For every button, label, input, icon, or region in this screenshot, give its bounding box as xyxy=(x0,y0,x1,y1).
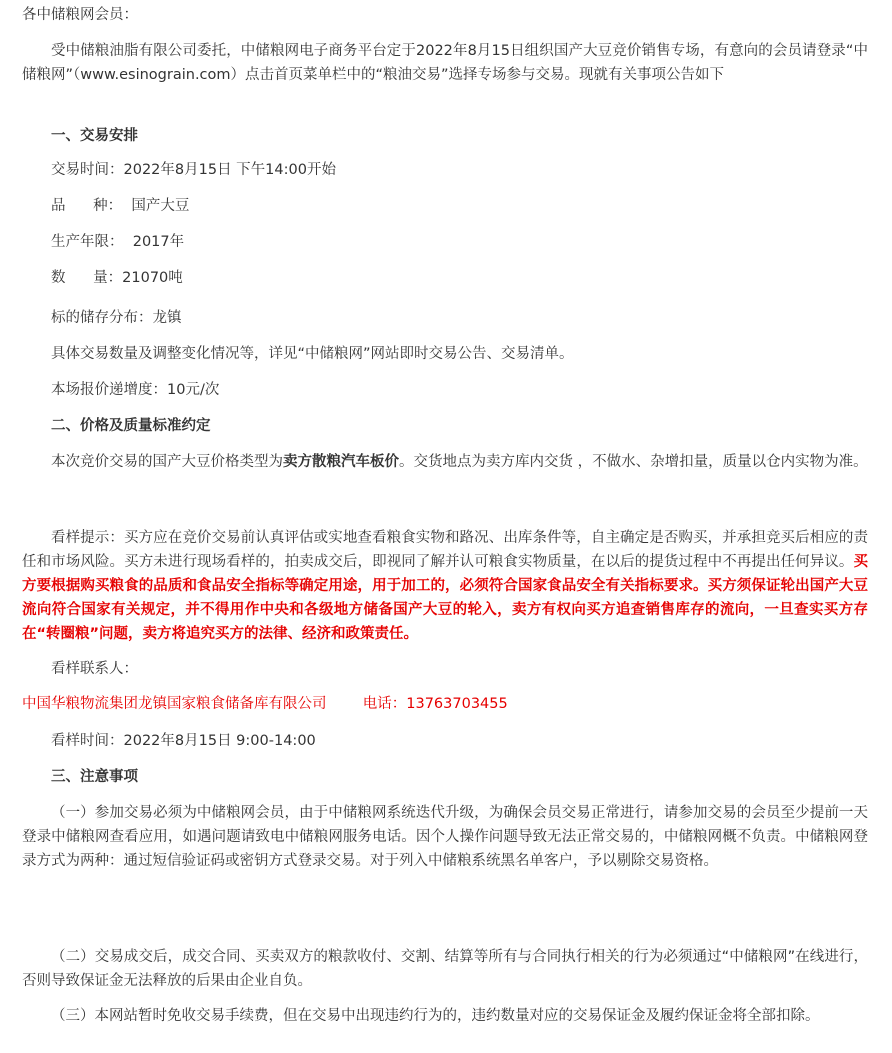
greeting: 各中储粮网会员： xyxy=(22,7,138,23)
trade-time: 交易时间：2022年8月15日 下午14:00开始 xyxy=(51,162,336,178)
price-text-after: 。交货地点为卖方库内交货 ，不做水、杂增扣量，质量以仓内实物为准。 xyxy=(399,454,868,470)
sample-notice-paragraph xyxy=(22,526,868,646)
sample-time: 看样时间：2022年8月15日 9:00-14:00 xyxy=(51,733,316,749)
sample-notice-red: 买方要根据购买粮食的品质和食品安全指标等确定用途，用于加工的，必须符合国家食品安全有关指标要求。买方须保证轮出国产大豆流向符合国家有关规定，并不得用作中央和各级地方储备国产大豆的轮入，卖方有权向买方追查销售库存的流向，一旦查实买方存在“转圈粮”问题，卖方将追究买方的法律、经济和政策责任。 xyxy=(22,554,868,642)
contact-label: 看样联系人： xyxy=(51,661,138,677)
price-paragraph xyxy=(22,450,868,474)
price-text-before: 本次竞价交易的国产大豆价格类型为 xyxy=(51,454,283,470)
section1-title: 一、交易安排 xyxy=(51,128,138,144)
trade-variety: 品 种： 国产大豆 xyxy=(51,198,190,214)
notice-item-3: （三）本网站暂时免收交易手续费，但在交易中出现违约行为的，违约数量对应的交易保证金及履约保证金将全部扣除。 xyxy=(51,1008,820,1024)
price-increment: 本场报价递增度：10元/次 xyxy=(51,382,220,398)
contact-line xyxy=(22,692,868,716)
production-year: 生产年限： 2017年 xyxy=(51,234,185,250)
section3-title: 三、注意事项 xyxy=(51,769,138,785)
notice-item-1: （一）参加交易必须为中储粮网会员，由于中储粮网系统迭代升级，为确保会员交易正常进行，请参加交易的会员至少提前一天登录中储粮网查看应用，如遇问题请致电中储粮网服务电话。因个人操作问题导致无法正常交易的，中储粮网概不负责。中储粮网登录方式为两种：通过短信验证码或密钥方式登录交易。对于列入中储粮系统黑名单客户，予以剔除交易资格。 xyxy=(22,805,868,869)
notice-item-2: （二）交易成交后，成交合同、买卖双方的粮款收付、交割、结算等所有与合同执行相关的行为必须通过“中储粮网”在线进行，否则导致保证金无法释放的后果由企业自负。 xyxy=(22,949,868,989)
price-type-bold: 卖方散粮汽车板价 xyxy=(283,454,399,470)
intro-paragraph: 受中储粮油脂有限公司委托，中储粮网电子商务平台定于2022年8月15日组织国产大豆竞价销售专场，有意向的会员请登录“中储粮网”（www.esinograin.com）点击首页菜单栏中的“粮油交易”选择专场参与交易。现就有关事项公告如下 xyxy=(22,43,868,83)
sample-notice-plain: 看样提示：买方应在竞价交易前认真评估或实地查看粮食实物和路况、出库条件等，自主确定是否购买，并承担竞买后相应的责任和市场风险。买方未进行现场看样的，拍卖成交后，即视同了解并认可粮食实物质量，在以后的提货过程中不再提出任何异议。 xyxy=(22,530,868,570)
contact-company: 中国华粮物流集团龙镇国家粮食储备库有限公司 xyxy=(22,696,327,712)
contact-phone: 电话：13763703455 xyxy=(362,696,508,712)
storage-location: 标的储存分布：龙镇 xyxy=(51,310,182,326)
section2-title: 二、价格及质量标准约定 xyxy=(51,418,211,434)
trade-quantity: 数 量：21070吨 xyxy=(51,270,183,286)
trade-details: 具体交易数量及调整变化情况等，详见“中储粮网”网站即时交易公告、交易清单。 xyxy=(51,346,574,362)
